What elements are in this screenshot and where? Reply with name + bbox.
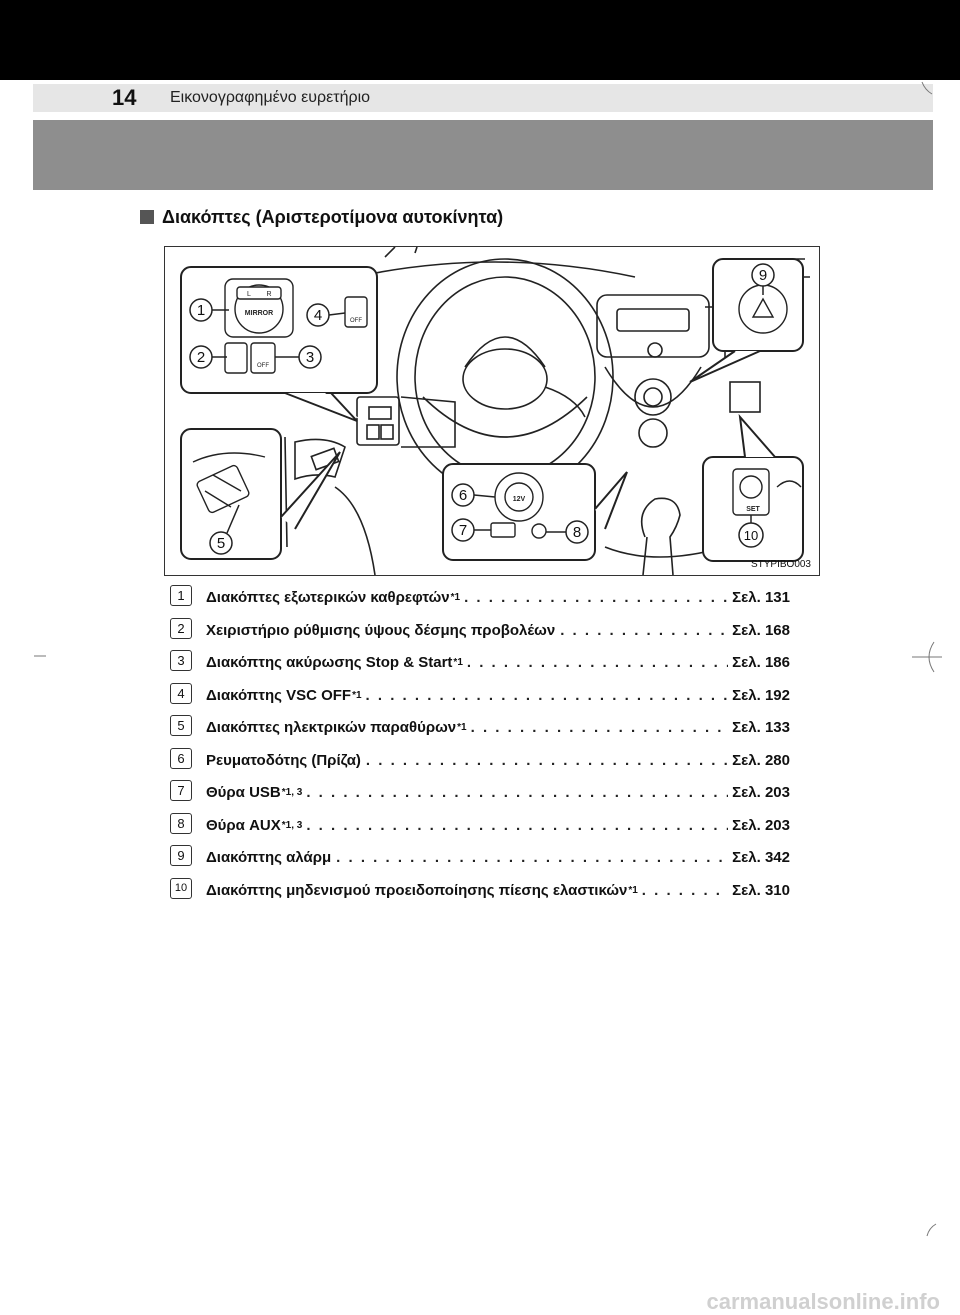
header-title: Εικονογραφημένο ευρετήριο bbox=[170, 89, 371, 106]
item-number: 2 bbox=[170, 618, 192, 639]
item-note: *1 bbox=[457, 722, 467, 733]
svg-text:6: 6 bbox=[458, 487, 468, 504]
stop-start-off-label: OFF bbox=[257, 363, 269, 369]
item-label: Θύρα AUX bbox=[206, 816, 281, 834]
vsc-off-label: OFF bbox=[350, 318, 362, 324]
svg-text:8: 8 bbox=[572, 524, 582, 541]
dashboard-drawing bbox=[165, 247, 819, 575]
section-banner bbox=[33, 120, 933, 190]
item-page-ref[interactable]: Σελ. 203 bbox=[732, 816, 790, 834]
item-label: Θύρα USB bbox=[206, 784, 281, 801]
item-number: 5 bbox=[170, 715, 192, 736]
item-note: *1 bbox=[450, 592, 461, 603]
item-note: *1 bbox=[628, 884, 638, 896]
item-page-ref[interactable]: Σελ. 280 bbox=[732, 751, 790, 769]
item-label: Διακόπτης ακύρωσης Stop & Start bbox=[206, 654, 453, 671]
item-page-ref[interactable]: Σελ. 133 bbox=[732, 719, 790, 736]
list-item bbox=[170, 587, 790, 620]
item-note: *1, 3 bbox=[281, 787, 303, 798]
item-number: 4 bbox=[170, 683, 192, 704]
item-page-ref[interactable]: Σελ. 168 bbox=[732, 621, 790, 639]
crop-mark-top-right bbox=[920, 80, 934, 96]
item-label: Διακόπτες ηλεκτρικών παραθύρων bbox=[206, 719, 457, 736]
item-number: 9 bbox=[170, 845, 192, 866]
list-item bbox=[170, 750, 790, 783]
section-title bbox=[140, 205, 503, 229]
item-page-ref[interactable]: Σελ. 192 bbox=[732, 686, 790, 704]
svg-text:1: 1 bbox=[196, 302, 206, 319]
item-number: 7 bbox=[170, 780, 192, 801]
watermark: carmanualsonline.info bbox=[706, 1289, 940, 1314]
item-label: Διακόπτες εξωτερικών καθρεφτών bbox=[206, 589, 450, 606]
item-label: Ρευματοδότης (Πρίζα) bbox=[206, 751, 361, 769]
item-number: 3 bbox=[170, 650, 192, 671]
list-item bbox=[170, 847, 790, 880]
item-page-ref[interactable]: Σελ. 131 bbox=[732, 589, 790, 606]
list-item bbox=[170, 880, 790, 913]
item-label: Διακόπτης μηδενισμού προειδοποίησης πίεσης ελαστικών bbox=[206, 881, 628, 899]
svg-text:9: 9 bbox=[758, 267, 768, 284]
top-black-bar bbox=[0, 0, 960, 80]
item-label: Διακόπτης αλάρμ bbox=[206, 849, 332, 866]
switch-index-list bbox=[170, 587, 790, 912]
item-label: Χειριστήριο ρύθμισης ύψους δέσμης προβολέων bbox=[206, 621, 556, 639]
tpws-set-label: SET bbox=[746, 506, 760, 513]
mirror-left-label: L bbox=[247, 291, 251, 298]
item-note: *1 bbox=[352, 689, 362, 701]
item-page-ref[interactable]: Σελ. 186 bbox=[732, 654, 790, 671]
list-item bbox=[170, 620, 790, 653]
switch-location-illustration bbox=[164, 246, 820, 576]
section-title-text: Διακόπτες (Αριστεροτίμονα αυτοκίνητα) bbox=[162, 207, 504, 227]
svg-text:5: 5 bbox=[216, 535, 226, 552]
svg-text:3: 3 bbox=[305, 349, 315, 366]
list-item bbox=[170, 652, 790, 685]
item-page-ref[interactable]: Σελ. 342 bbox=[732, 849, 790, 866]
list-item bbox=[170, 782, 790, 815]
list-item bbox=[170, 815, 790, 848]
item-number: 10 bbox=[170, 878, 192, 899]
item-number: 8 bbox=[170, 813, 192, 834]
svg-text:10: 10 bbox=[743, 528, 759, 543]
mirror-right-label: R bbox=[266, 291, 272, 298]
item-number: 1 bbox=[170, 585, 192, 606]
page-number: 14 bbox=[112, 85, 137, 110]
item-page-ref[interactable]: Σελ. 310 bbox=[732, 881, 790, 899]
socket-label: 12V bbox=[512, 496, 526, 503]
crop-mark-right bbox=[912, 640, 942, 674]
item-note: *1, 3 bbox=[281, 819, 303, 831]
list-item bbox=[170, 717, 790, 750]
figure-code: STYPIBO003 bbox=[750, 559, 811, 570]
crop-mark-bottom-right bbox=[924, 1222, 938, 1238]
item-page-ref[interactable]: Σελ. 203 bbox=[732, 784, 790, 801]
header-strip bbox=[33, 84, 933, 112]
svg-text:7: 7 bbox=[458, 522, 468, 539]
item-note: *1 bbox=[453, 657, 463, 668]
item-label: Διακόπτης VSC OFF bbox=[206, 686, 352, 704]
item-number: 6 bbox=[170, 748, 192, 769]
svg-text:4: 4 bbox=[313, 307, 323, 324]
crop-mark-left bbox=[34, 655, 46, 657]
mirror-label: MIRROR bbox=[244, 310, 274, 317]
list-item bbox=[170, 685, 790, 718]
svg-text:2: 2 bbox=[196, 349, 206, 366]
square-bullet-icon bbox=[140, 210, 154, 224]
